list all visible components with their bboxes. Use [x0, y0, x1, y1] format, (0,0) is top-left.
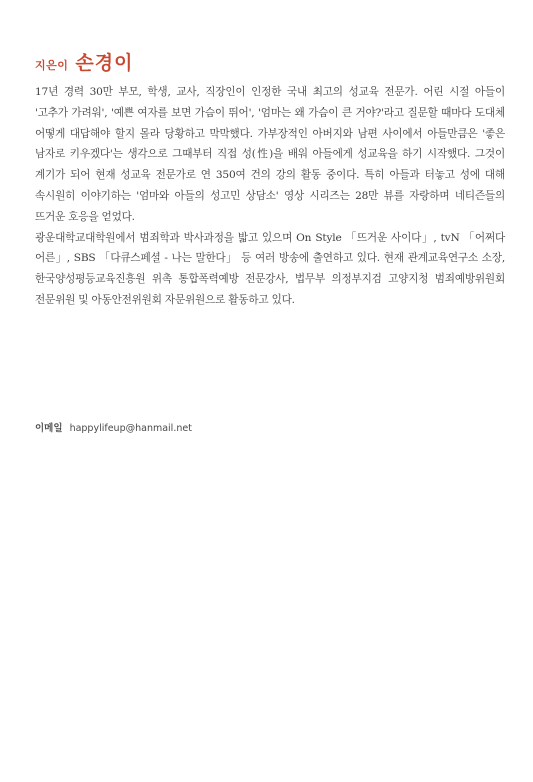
author-bio	[35, 82, 505, 311]
bio-paragraph-2: 광운대학교대학원에서 범죄학과 박사과정을 밟고 있으며 On Style 「뜨거운 사이다」, tvN 「어쩌다 어른」, SBS 「다큐스페셜 - 나는 말한다」 등 여러 방송에 출연하고 있다. 현재 관계교육연구소 소장, 한국양성평등교육진흥원 위촉 통합폭력예방 전문강사, 법무부 의정부지검 고양지청 범죄예방위원회 전문위원 및 아동안전위원회 자문위원으로 활동하고 있다.	[35, 231, 505, 306]
author-name: 손경이	[75, 52, 134, 74]
email-label: 이메일	[35, 423, 63, 434]
email-address: happylifeup@hanmail.net	[69, 423, 192, 434]
bio-paragraph-1: 17년 경력 30만 부모, 학생, 교사, 직장인이 인정한 국내 최고의 성교육 전문가. 어린 시절 아들이 '고추가 가려워', '예쁜 여자를 보면 가슴이 뛰어', '엄마는 왜 가슴이 큰 거야?'라고 질문할 때마다 도대체 어떻게 대답해야 할지 몰라 당황하고 막막했다. 가부장적인 아버지와 남편 사이에서 아들만큼은 '좋은 남자로 키우겠다'는 생각으로 그때부터 직접 성(性)을 배워 아들에게 성교육을 하기 시작했다. 그것이 계기가 되어 현재 성교육 전문가로 연 350여 건의 강의 활동 중이다. 특히 아들과 터놓고 성에 대해 속시원히 이야기하는 '엄마와 아들의 성고민 상담소' 영상 시리즈는 28만 뷰를 자랑하며 네티즌들의 뜨거운 호응을 얻었다.	[35, 86, 505, 223]
author-header	[35, 48, 133, 75]
author-role-label: 지은이	[35, 59, 69, 72]
email-line	[35, 420, 192, 434]
